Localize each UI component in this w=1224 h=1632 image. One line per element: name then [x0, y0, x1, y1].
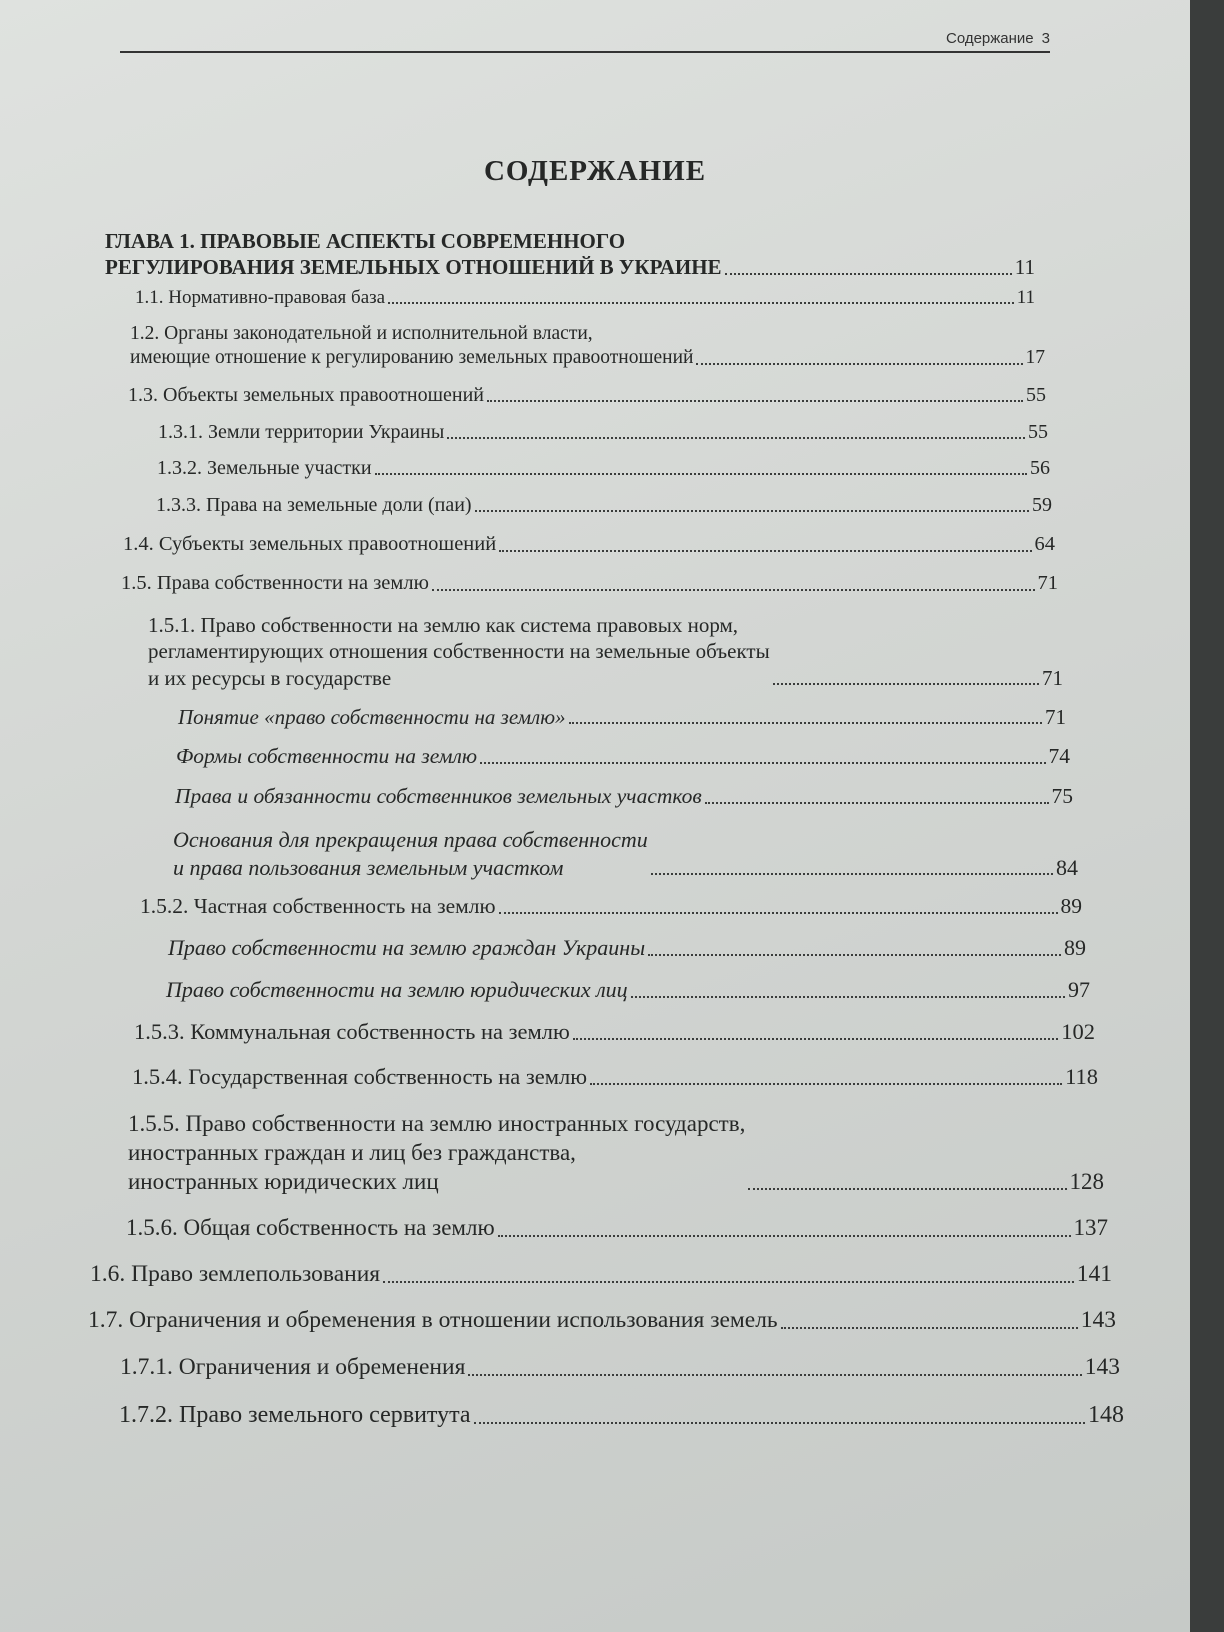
toc-entry-citizen-ownership[interactable]	[168, 934, 1086, 962]
toc-entry-1-5-5[interactable]	[128, 1110, 1104, 1196]
leader-dots	[474, 1422, 1085, 1424]
toc-entry-page: 56	[1030, 457, 1050, 479]
toc-entry-title: 1.6. Право землепользования	[90, 1261, 381, 1287]
toc-entry-title: 1.7.1. Ограничения и обременения	[120, 1354, 466, 1380]
toc-entry-ownership-concept[interactable]	[178, 704, 1066, 730]
leader-dots	[499, 550, 1031, 552]
toc-entry-1-5[interactable]	[121, 571, 1058, 597]
leader-dots	[725, 273, 1012, 275]
toc-entry-title: 1.5.3. Коммунальная собственность на землю	[134, 1019, 570, 1044]
toc-entry-1-5-1[interactable]	[148, 612, 1063, 691]
leader-dots	[468, 1374, 1081, 1376]
toc-entry-page: 71	[1037, 572, 1058, 594]
toc-entry-title: 1.5.2. Частная собственность на землю	[140, 894, 496, 918]
toc-entry-page: 64	[1034, 533, 1055, 555]
toc-entry-page: 55	[1026, 384, 1046, 406]
toc-entry-title: 1.7.2. Право земельного сервитута	[119, 1402, 471, 1428]
leader-dots	[631, 996, 1065, 998]
toc-entry-1-3-3[interactable]	[156, 493, 1052, 518]
toc-entry-title: 1.3.2. Земельные участки	[157, 457, 372, 479]
toc-entry-title: 1.1. Нормативно-правовая база	[135, 287, 386, 308]
toc-entry-1-7[interactable]	[88, 1306, 1116, 1335]
leader-dots	[773, 683, 1039, 685]
toc-entry-title: Понятие «право собственности на землю»	[178, 705, 566, 729]
toc-entry-page: 89	[1064, 935, 1086, 960]
leader-dots	[569, 722, 1043, 724]
toc-entry-page: 11	[1016, 287, 1035, 308]
leader-dots	[432, 589, 1035, 591]
leader-dots	[498, 1235, 1071, 1237]
toc-entry-1-6[interactable]	[90, 1260, 1112, 1289]
toc-entry-title: 1.7. Ограничения и обременения в отношении использования земель	[88, 1307, 778, 1333]
leader-dots	[651, 873, 1053, 875]
toc-entry-page: 118	[1065, 1064, 1098, 1089]
toc-entry-title: Формы собственности на землю	[176, 744, 478, 768]
leader-dots	[781, 1327, 1078, 1329]
toc-entry-legal-entity-ownership[interactable]	[166, 976, 1090, 1004]
toc-entry-1-1[interactable]	[135, 286, 1035, 310]
toc-entry-title: 1.5.5. Право собственности на землю иностранных государств, иностранных граждан и лиц без гражданства, иностранных юридических лиц	[128, 1111, 746, 1194]
toc-entry-title: 1.5.1. Право собственности на землю как система правовых норм, регламентирующих отношения собственности на земельные объекты и их ресурсы в государстве	[148, 613, 770, 690]
toc-entry-1-3-2[interactable]	[157, 456, 1050, 481]
leader-dots	[590, 1083, 1062, 1085]
leader-dots	[499, 912, 1058, 914]
toc-entry-1-4[interactable]	[123, 532, 1055, 558]
page-title: СОДЕРЖАНИЕ	[483, 155, 707, 187]
leader-dots	[447, 437, 1025, 439]
toc-entry-page: 89	[1060, 894, 1082, 918]
toc-entry-title: Основания для прекращения права собственности и права пользования земельным участком	[173, 827, 648, 880]
leader-dots	[748, 1188, 1066, 1190]
toc-entry-title: Право собственности на землю граждан Украины	[168, 935, 646, 960]
toc-entry-title: 1.3.3. Права на земельные доли (паи)	[156, 494, 472, 516]
toc-entry-1-7-1[interactable]	[120, 1353, 1120, 1382]
toc-entry-termination-grounds[interactable]	[173, 826, 1078, 881]
leader-dots	[573, 1038, 1058, 1040]
toc-entry-page: 141	[1076, 1261, 1112, 1287]
toc-entry-page: 75	[1051, 784, 1073, 808]
toc-entry-1-5-2[interactable]	[140, 893, 1082, 920]
toc-entry-1-3[interactable]	[128, 383, 1046, 408]
toc-entry-page: 55	[1028, 421, 1048, 443]
toc-entry-page: 71	[1042, 665, 1063, 690]
leader-dots	[705, 802, 1049, 804]
toc-entry-page: 97	[1068, 977, 1090, 1002]
toc-entry-title: 1.5.4. Государственная собственность на землю	[132, 1064, 588, 1089]
toc-entry-title: Право собственности на землю юридических лиц	[166, 977, 628, 1002]
running-head-page-number: 3	[1041, 30, 1050, 47]
toc-entry-1-2[interactable]	[130, 322, 1045, 371]
toc-entry-title: 1.3. Объекты земельных правоотношений	[128, 384, 484, 406]
leader-dots	[480, 762, 1045, 764]
running-head-label: Содержание	[945, 30, 1034, 47]
toc-entry-1-7-2[interactable]	[119, 1400, 1124, 1430]
toc-entry-owner-rights[interactable]	[175, 783, 1073, 810]
toc-entry-1-5-6[interactable]	[126, 1214, 1108, 1243]
toc-entry-page: 11	[1014, 255, 1035, 280]
leader-dots	[383, 1281, 1074, 1283]
leader-dots	[648, 954, 1061, 956]
leader-dots	[487, 400, 1023, 402]
toc-entry-page: 71	[1045, 705, 1066, 729]
toc-entry-ownership-forms[interactable]	[176, 743, 1070, 770]
toc-entry-page: 102	[1061, 1019, 1095, 1044]
toc-entry-page: 137	[1073, 1215, 1108, 1240]
toc-entry-title: 1.5. Права собственности на землю	[121, 572, 429, 594]
toc-entry-1-5-3[interactable]	[134, 1018, 1095, 1046]
toc-entry-title: ГЛАВА 1. ПРАВОВЫЕ АСПЕКТЫ СОВРЕМЕННОГО РЕГУЛИРОВАНИЯ ЗЕМЕЛЬНЫХ ОТНОШЕНИЙ В УКРАИНЕ	[105, 229, 722, 280]
leader-dots	[388, 302, 1014, 304]
toc-entry-page: 84	[1056, 854, 1078, 880]
leader-dots	[696, 363, 1022, 365]
leader-dots	[475, 510, 1029, 512]
toc-entry-title: 1.5.6. Общая собственность на землю	[126, 1215, 495, 1240]
toc-entry-page: 143	[1080, 1307, 1116, 1333]
toc-entry-title: Права и обязанности собственников земельных участков	[175, 784, 702, 808]
toc-entry-title: 1.3.1. Земли территории Украины	[158, 421, 445, 443]
toc-entry-page: 17	[1025, 347, 1045, 369]
toc-entry-page: 59	[1032, 494, 1052, 516]
toc-entry-page: 143	[1084, 1354, 1120, 1380]
toc-entry-title: 1.4. Субъекты земельных правоотношений	[123, 533, 497, 555]
toc-entry-page: 148	[1088, 1402, 1124, 1428]
toc-entry-page: 74	[1048, 744, 1070, 768]
toc-entry-page: 128	[1069, 1168, 1104, 1194]
toc-entry-title: 1.2. Органы законодательной и исполнительной власти, имеющие отношение к регулированию земельных правоотношений	[130, 323, 694, 369]
toc-entry-1-5-4[interactable]	[132, 1063, 1098, 1091]
toc-chapter-1[interactable]	[105, 228, 1035, 281]
leader-dots	[375, 473, 1027, 475]
toc-entry-1-3-1[interactable]	[158, 420, 1048, 445]
